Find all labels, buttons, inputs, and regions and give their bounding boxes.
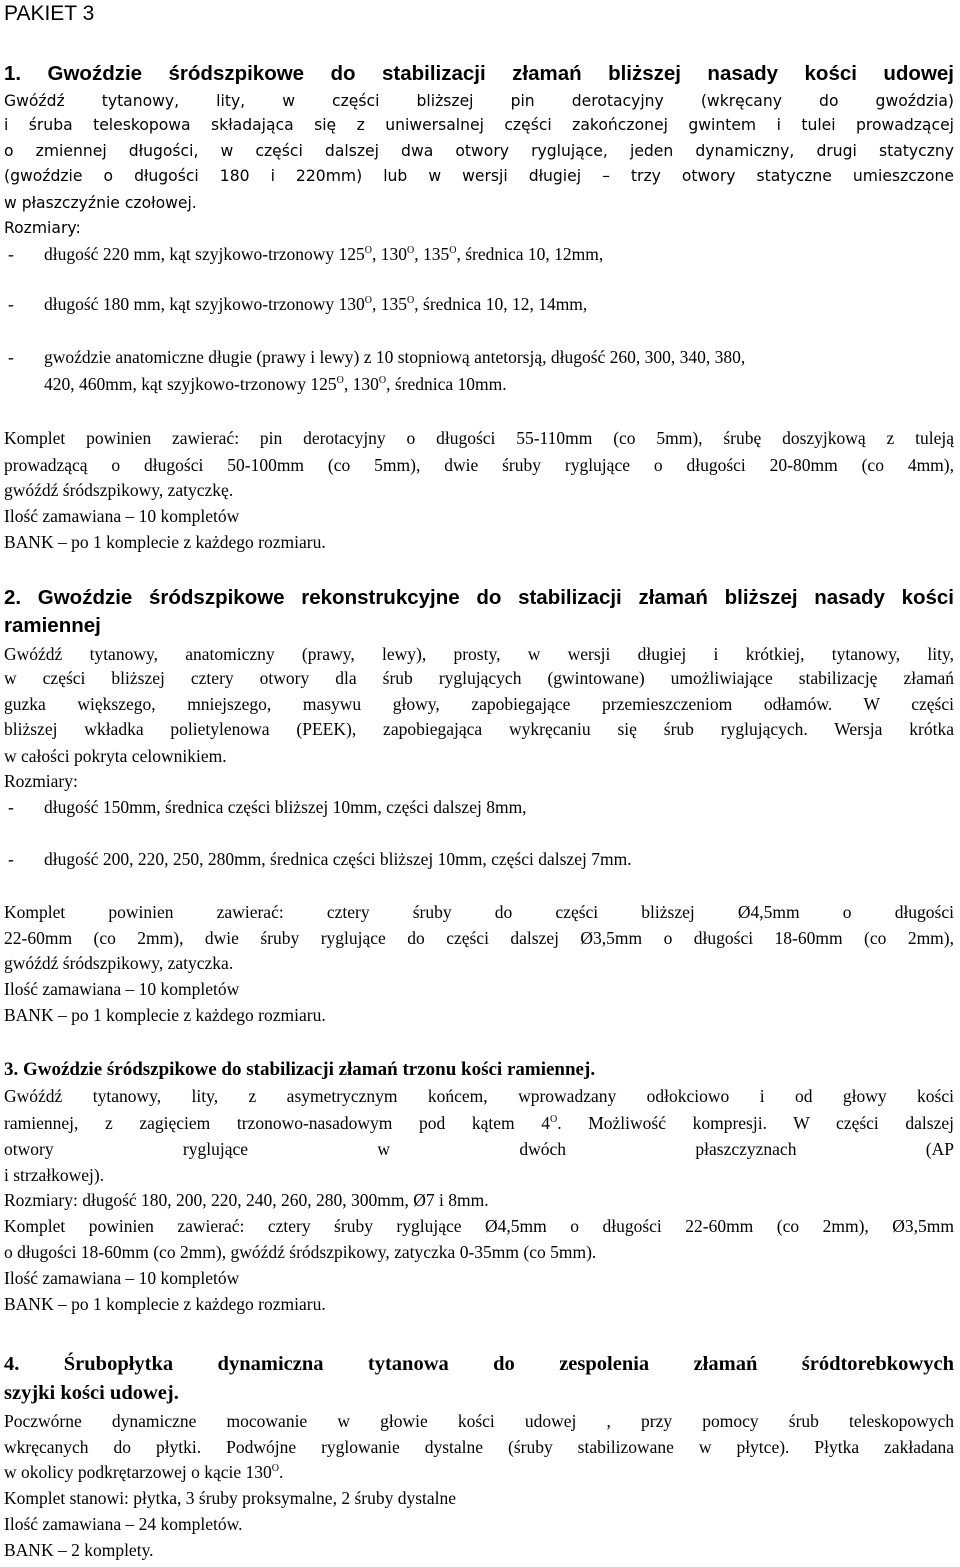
size-item-text: długość 150mm, średnica części bliższej 10mm, części dalszej 8mm, — [44, 797, 527, 817]
section-2-desc-line: Gwóźdź tytanowy, anatomiczny (prawy, lewy), prosty, w wersji długiej i krótkiej, tytanowy, lity, — [4, 644, 954, 664]
bullet-dash: - — [8, 244, 14, 264]
section-2-desc-line: w części bliższej cztery otwory dla śrub ryglujących (gwintowane) umożliwiające stabilizację złamań — [4, 668, 954, 688]
section-1-title: 1. Gwoździe śródszpikowe do stabilizacji złamań bliższej nasady kości udowej — [4, 62, 954, 85]
size-item-text: długość 180 mm, kąt szyjkowo-trzonowy $130^O$, $135^O$, średnica 10, 12, 14mm, — [44, 294, 588, 314]
bullet-dash: - — [8, 797, 14, 817]
section-2-quantity: Ilość zamawiana – 10 kompletów — [4, 979, 240, 999]
size-item-text: długość 200, 220, 250, 280mm, średnica części bliższej 10mm, części dalszej 7mm. — [44, 849, 632, 869]
section-2-desc-line: w całości pokryta celownikiem. — [4, 746, 227, 766]
section-3-desc-line: otwory ryglujące w dwóch płaszczyznach (AP — [4, 1139, 954, 1159]
section-1-size-item — [4, 242, 954, 266]
section-3-bank: BANK – po 1 komplecie z każdego rozmiaru. — [4, 1294, 326, 1314]
section-2-title: 2. Gwoździe śródszpikowe rekonstrukcyjne do stabilizacji złamań bliższej nasady kości — [4, 586, 954, 609]
section-1-sizes-label: Rozmiary: — [4, 219, 81, 237]
bullet-dash: - — [8, 849, 14, 869]
section-4-title: 4. Śrubopłytka dynamiczna tytanowa do zespolenia złamań śródtorebkowych — [4, 1353, 954, 1375]
section-2-size-item — [4, 795, 954, 819]
section-1-kit-line: Komplet powinien zawierać: pin derotacyjny o długości 55-110mm (co 5mm), śrubę doszyjkową z tuleją — [4, 428, 954, 448]
section-3-kit-line: Komplet powinien zawierać: cztery śruby ryglujące Ø4,5mm o długości 22-60mm (co 2mm), Ø3,5mm — [4, 1216, 954, 1236]
section-1-desc-line: Gwóźdź tytanowy, lity, w części bliższej pin derotacyjny (wkręcany do gwoździa) — [4, 92, 954, 110]
section-4-bank: BANK – 2 komplety. — [4, 1540, 154, 1560]
section-3-kit-line: o długości 18-60mm (co 2mm), gwóźdź śródszpikowy, zatyczka 0-35mm (co 5mm). — [4, 1242, 597, 1262]
section-3-sizes: Rozmiary: długość 180, 200, 220, 240, 260, 280, 300mm, Ø7 i 8mm. — [4, 1190, 489, 1210]
section-4-desc-line: w okolicy podkrętarzowej o kącie $130^O$. — [4, 1462, 284, 1482]
section-2-kit-line: gwóźdź śródszpikowy, zatyczka. — [4, 953, 234, 973]
section-2-sizes-label: Rozmiary: — [4, 771, 78, 791]
section-2-kit-line: Komplet powinien zawierać: cztery śruby do części bliższej Ø4,5mm o długości — [4, 902, 954, 922]
bullet-dash: - — [8, 294, 14, 314]
section-2-title-cont: ramiennej — [4, 614, 101, 637]
section-1-desc-line: w płaszczyźnie czołowej. — [4, 194, 197, 212]
size-item-text: gwoździe anatomiczne długie (prawy i lewy) z 10 stopniową antetorsją, długość 260, 300, 340, 380, — [44, 347, 746, 367]
section-1-desc-line: i śruba teleskopowa składająca się z uniwersalnej części zakończonej gwintem i tulei prowadzącej — [4, 116, 954, 134]
section-1-kit-line: gwóźdź śródszpikowy, zatyczkę. — [4, 480, 234, 500]
size-item-text: długość 220 mm, kąt szyjkowo-trzonowy $125^O$, $130^O$, $135^O$, średnica 10, 12mm, — [44, 244, 604, 264]
section-4-quantity: Ilość zamawiana – 24 kompletów. — [4, 1514, 243, 1534]
section-4-desc-line: Poczwórne dynamiczne mocowanie w głowie kości udowej , przy pomocy śrub teleskopowych — [4, 1411, 954, 1431]
section-1-quantity: Ilość zamawiana – 10 kompletów — [4, 506, 240, 526]
section-1-desc-line: o zmiennej długości, w części dalszej dwa otwory ryglujące, jeden dynamiczny, drugi statyczny — [4, 142, 954, 160]
section-1-kit-line: prowadzącą o długości 50-100mm (co 5mm), dwie śruby ryglujące o długości 20-80mm (co 4mm), — [4, 455, 954, 475]
section-1-desc-line: (gwoździe o długości 180 i 220mm) lub w wersji długiej – trzy otwory statyczne umieszczone — [4, 167, 954, 185]
bullet-dash: - — [8, 347, 14, 367]
section-2-desc-line: bliższej wkładka polietylenowa (PEEK), zapobiegająca wykręcaniu się śrub ryglujących. Wersja krótka — [4, 719, 954, 739]
page-header: PAKIET 3 — [4, 2, 95, 25]
section-2-bank: BANK – po 1 komplecie z każdego rozmiaru. — [4, 1005, 326, 1025]
section-4-desc-line: wkręcanych do płytki. Podwójne ryglowanie dystalne (śruby stabilizowane w płytce). Płytka zakładana — [4, 1437, 954, 1457]
section-4-title-cont: szyjki kości udowej. — [4, 1382, 179, 1404]
section-3-desc-line: ramiennej, z zagięciem trzonowo-nasadowym pod kątem $4^O$. Możliwość kompresji. W części dalszej — [4, 1113, 954, 1133]
section-3-title: 3. Gwoździe śródszpikowe do stabilizacji złamań trzonu kości ramiennej. — [4, 1059, 596, 1080]
section-2-kit-line: 22-60mm (co 2mm), dwie śruby ryglujące do części dalszej Ø3,5mm o długości 18-60mm (co 2mm), — [4, 928, 954, 948]
section-1-size-item-cont — [4, 372, 954, 396]
section-3-desc-line: Gwóźdź tytanowy, lity, z asymetrycznym końcem, wprowadzany odłokciowo i od głowy kości — [4, 1086, 954, 1106]
size-item-text: 420, 460mm, kąt szyjkowo-trzonowy $125^O$, $130^O$, średnica 10mm. — [44, 374, 507, 394]
section-1-bank: BANK – po 1 komplecie z każdego rozmiaru. — [4, 532, 326, 552]
section-4-kit: Komplet stanowi: płytka, 3 śruby proksymalne, 2 śruby dystalne — [4, 1488, 457, 1508]
section-1-size-item — [4, 345, 954, 369]
section-3-desc-line: i strzałkowej). — [4, 1165, 105, 1185]
section-3-quantity: Ilość zamawiana – 10 kompletów — [4, 1268, 240, 1288]
section-2-size-item — [4, 847, 954, 871]
section-1-size-item — [4, 292, 954, 316]
section-2-desc-line: guzka większego, mniejszego, masywu głowy, zapobiegające przemieszczeniom odłamów. W części — [4, 694, 954, 714]
